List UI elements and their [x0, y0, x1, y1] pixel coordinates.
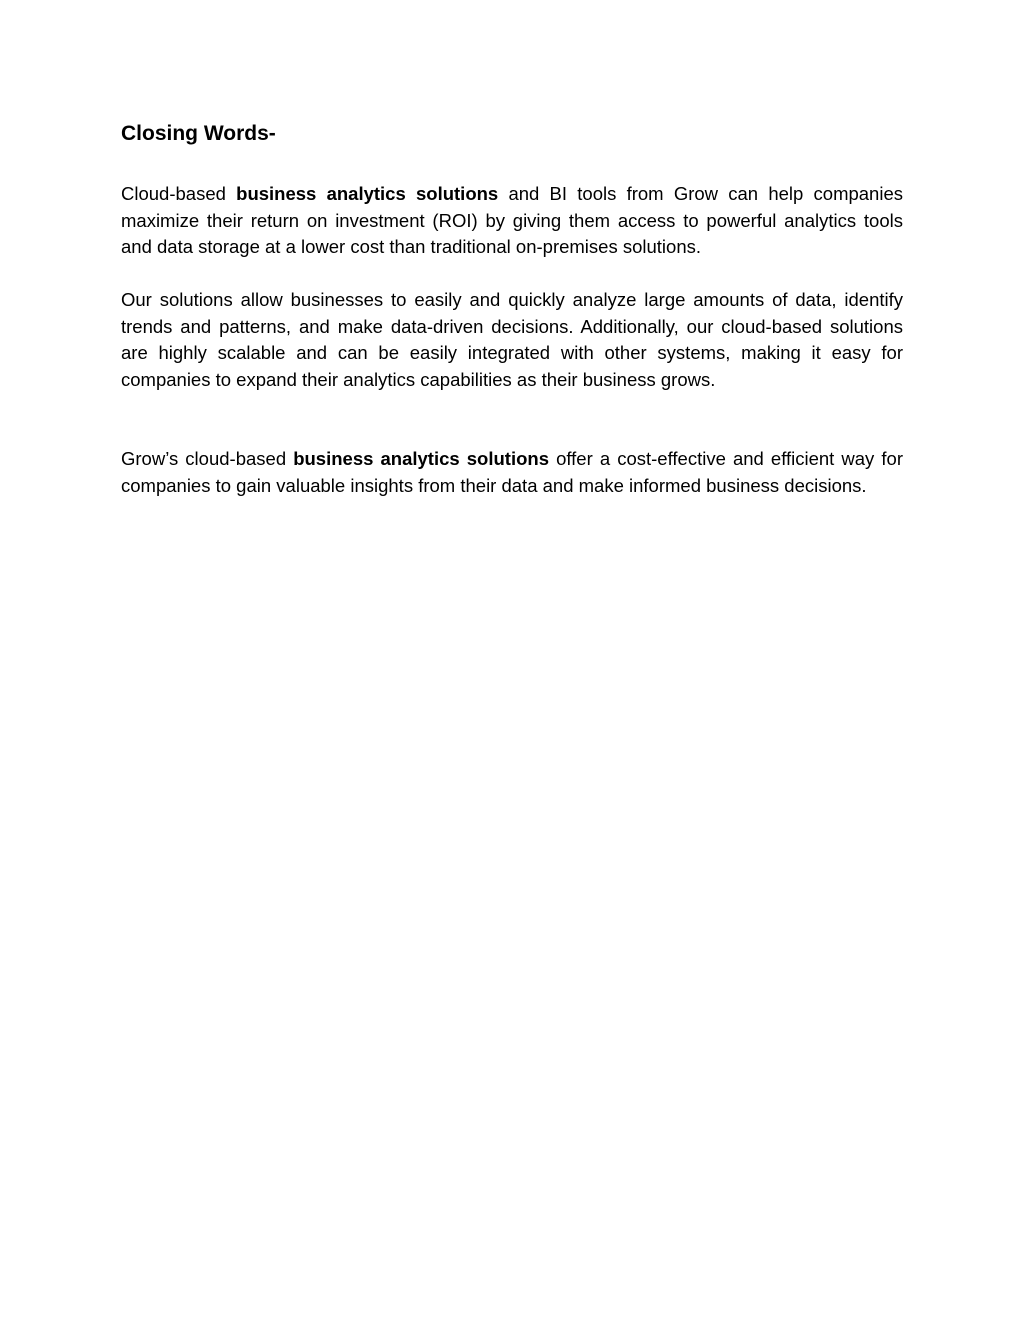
section-heading: Closing Words- — [121, 122, 276, 145]
paragraph-2: Our solutions allow businesses to easily and quickly analyze large amounts of data, identify trends and patterns, and make data-driven decisions. Additionally, our cloud-based solutions are highly scalable and can be easily integrated with other systems, making it easy for companies to expand their analytics capabilities as their business grows. — [121, 289, 903, 390]
paragraph-1 — [121, 181, 903, 261]
paragraph-1-text-before: Cloud-based — [121, 183, 237, 204]
paragraph-3-text-after: offer a cost-effective and efficient way for companies to gain valuable insights from their data and make informed business decisions. — [121, 448, 903, 496]
paragraph-3 — [121, 446, 903, 499]
paragraph-1-bold-phrase: business analytics solutions — [236, 183, 499, 204]
paragraph-1-text-after: and BI tools from Grow can help companies maximize their return on investment (ROI) by giving them access to powerful analytics tools and data storage at a lower cost than traditional on-premises solutions. — [121, 183, 903, 258]
paragraph-3-text-before: Grow’s cloud-based — [121, 448, 294, 469]
paragraph-3-bold-phrase: business analytics solutions — [293, 448, 549, 469]
